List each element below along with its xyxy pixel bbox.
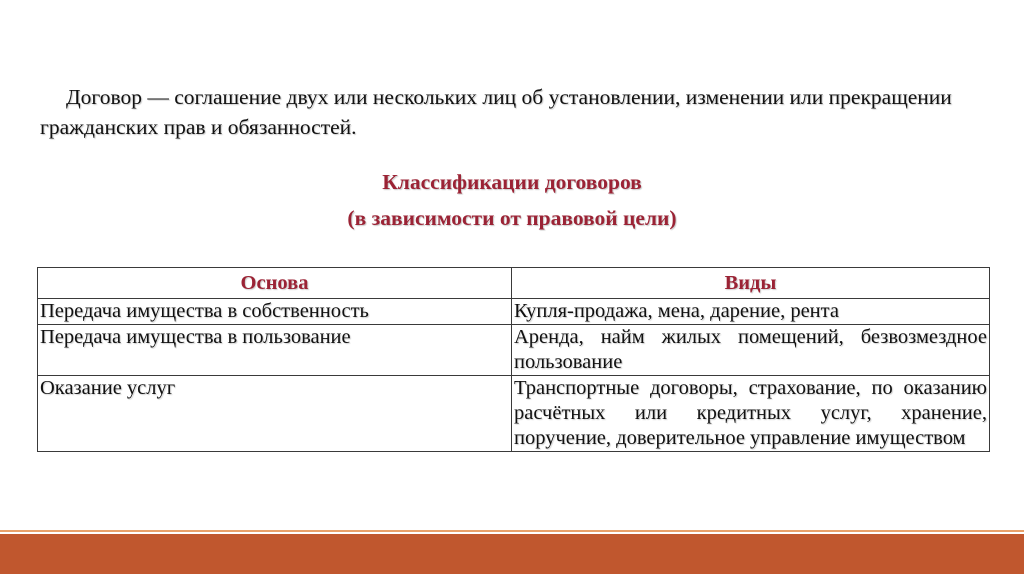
basis-cell: Передача имущества в пользование [38,325,512,376]
definition-paragraph: Договор — соглашение двух или нескольких лиц об установлении, изменении или прекращении гражданских прав и обязанностей. [40,85,952,139]
table-header-row [38,268,990,299]
classification-subtitle: (в зависимости от правовой цели) [347,206,677,230]
column-header-types: Виды [512,268,990,299]
classification-title: Классификации договоров [382,170,642,194]
types-cell: Транспортные договоры, страхование, по оказанию расчётных или кредитных услуг, хранение, поручение, доверительное управление имуществом [512,376,990,452]
table-row [38,376,990,452]
column-header-basis: Основа [38,268,512,299]
classification-table [37,267,990,452]
types-cell: Аренда, найм жилых помещений, безвозмездное пользование [512,325,990,376]
footer-bar [0,534,1024,574]
types-cell: Купля-продажа, мена, дарение, рента [512,299,990,325]
footer-accent-line [0,530,1024,532]
basis-cell: Передача имущества в собственность [38,299,512,325]
table-row [38,325,990,376]
basis-cell: Оказание услуг [38,376,512,452]
table-row [38,299,990,325]
